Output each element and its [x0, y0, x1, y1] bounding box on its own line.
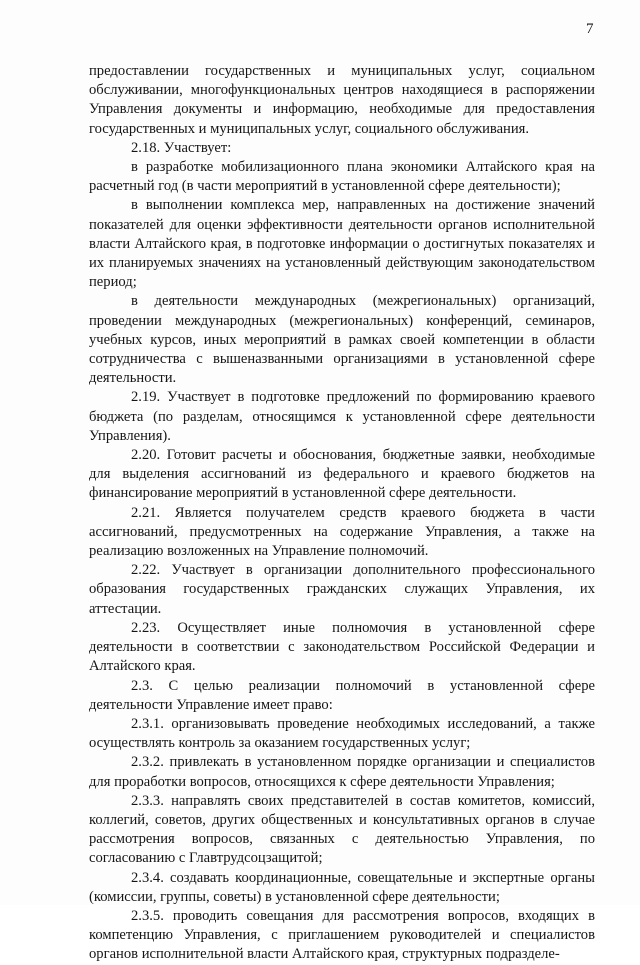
paragraph-2-18-efficiency: в выполнении комплекса мер, направленных на достижение значений показателей для оценки эффективности деятельности органов исполнительной власти Алтайского края, в подготовке информации о достигнутых показателях и их планируемых значениях на установленный действующим законодательством период; [89, 197, 595, 291]
paragraph-2-18-international: в деятельности международных (межрегиональных) организаций, проведении международных (межрегиональных) конференций, семинаров, учебных курсов, иных мероприятий в рамках своей компетенции в области сотрудничества с вышеназванными организациями в установленной сфере деятельности. [89, 293, 595, 387]
paragraph-2-3-1: 2.3.1. организовывать проведение необходимых исследований, а также осуществлять контроль за оказанием государственных услуг; [89, 715, 595, 752]
paragraph-2-19: 2.19. Участвует в подготовке предложений по формированию краевого бюджета (по разделам, относящимся к установленной сфере деятельности Управления). [89, 389, 595, 444]
paragraph-2-3-4: 2.3.4. создавать координационные, совещательные и экспертные органы (комиссии, группы, советы) в установленной сфере деятельности; [89, 869, 595, 905]
paragraph-2-3-2: 2.3.2. привлекать в установленном порядке организации и специалистов для проработки вопросов, относящихся к сфере деятельности Управления; [89, 754, 595, 790]
paragraph-continuation: предоставлении государственных и муниципальных услуг, социальном обслуживании, многофункциональных центров находящиеся в распоряжении Управления документы и информацию, необходимые для предоставления государственных и муниципальных услуг, социального обслуживания. [89, 63, 595, 137]
paragraph-2-18: 2.18. Участвует: [131, 139, 232, 156]
paragraph-2-20: 2.20. Готовит расчеты и обоснования, бюджетные заявки, необходимые для выделения ассигнований из федерального и краевого бюджетов на финансирование мероприятий в установленной сфере деятельности. [89, 447, 595, 502]
paragraph-2-3-3: 2.3.3. направлять своих представителей в состав комитетов, комиссий, коллегий, советов, других общественных и консультативных органов в случае рассмотрения вопросов, связанных с деятельностью Управления, по согласованию с Главтрудсоцзащитой; [89, 792, 595, 867]
page-number: 7 [586, 21, 594, 37]
paragraph-2-22: 2.22. Участвует в организации дополнительного профессионального образования государственных гражданских служащих Управления, их аттестации. [89, 562, 595, 617]
paragraph-2-18-mobilization: в разработке мобилизационного плана экономики Алтайского края на расчетный год (в части мероприятий в установленной сфере деятельности); [89, 159, 595, 195]
paragraph-2-3: 2.3. С целью реализации полномочий в установленной сфере деятельности Управление имеет право: [89, 677, 595, 713]
paragraph-2-21: 2.21. Является получателем средств краевого бюджета в части ассигнований, предусмотренных на содержание Управления, а также на реализацию возложенных на Управление полномочий. [89, 504, 595, 560]
document-body [89, 62, 595, 965]
paragraph-2-3-5: 2.3.5. проводить совещания для рассмотрения вопросов, входящих в компетенцию Управления, с приглашением руководителей и специалистов органов исполнительной власти Алтайского края, структурных подразделе- [89, 907, 595, 963]
paragraph-2-23: 2.23. Осуществляет иные полномочия в установленной сфере деятельности в соответствии с законодательством Российской Федерации и Алтайского края. [89, 619, 595, 675]
